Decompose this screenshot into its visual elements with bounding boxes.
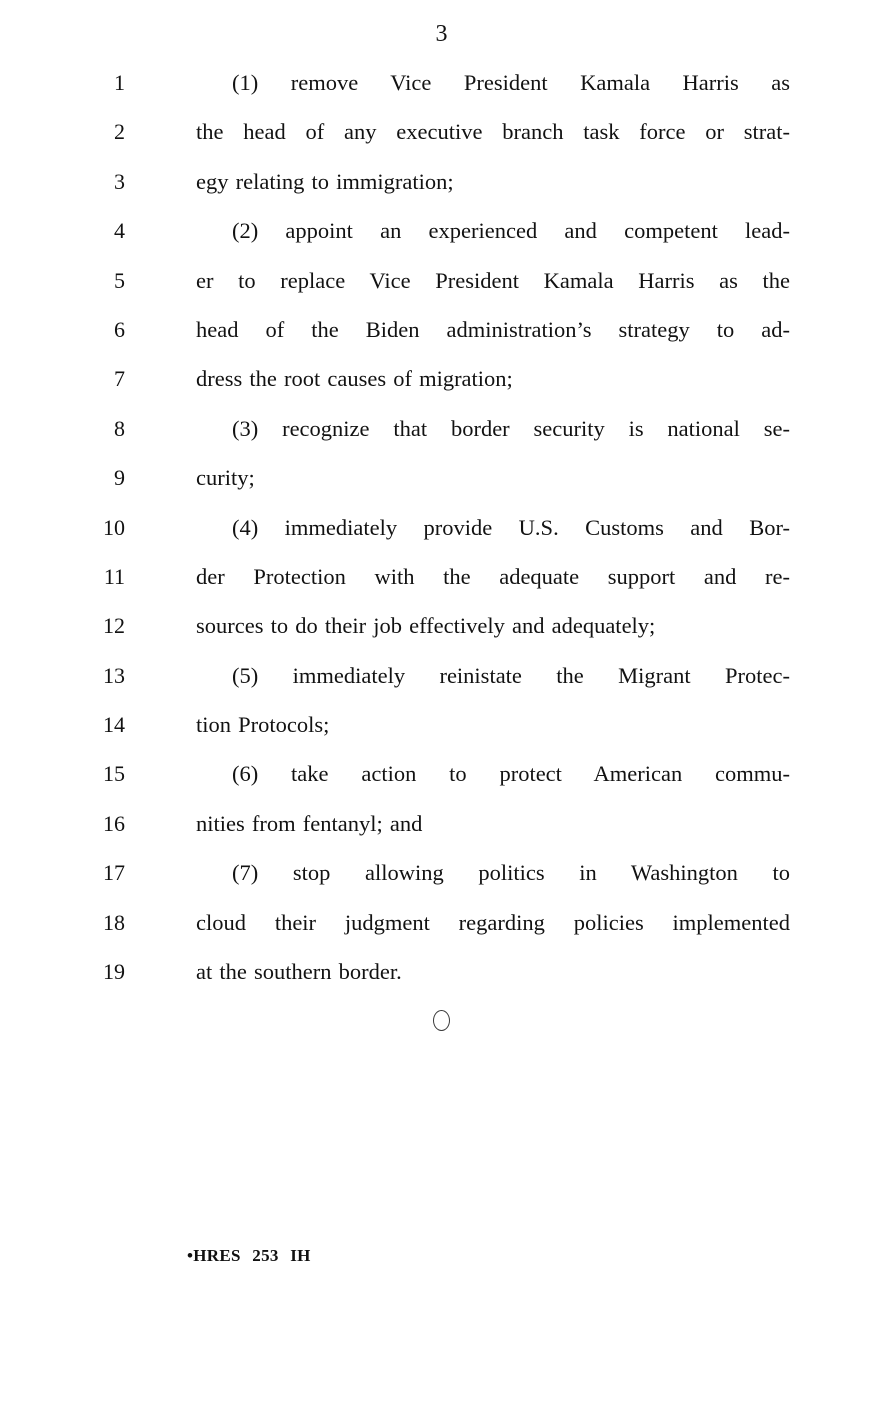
line-number: 10 xyxy=(103,514,125,540)
end-of-document xyxy=(0,1010,883,1036)
line-text: (3) recognize that border security is national se- xyxy=(232,415,790,441)
line-number: 16 xyxy=(103,810,125,836)
line-number: 14 xyxy=(103,712,125,738)
document-line xyxy=(0,552,883,601)
end-of-document-circle-icon xyxy=(433,1010,450,1031)
line-text: er to replace Vice President Kamala Harris as the xyxy=(196,267,790,293)
document-line xyxy=(0,107,883,156)
line-number: 11 xyxy=(103,563,125,589)
line-text: (7) stop allowing politics in Washington to xyxy=(232,860,790,886)
line-number: 8 xyxy=(114,415,125,441)
document-line xyxy=(0,503,883,552)
line-number: 5 xyxy=(114,267,125,293)
line-number: 12 xyxy=(103,613,125,639)
document-line xyxy=(0,601,883,650)
line-number: 4 xyxy=(114,218,125,244)
line-text: at the southern border. xyxy=(196,959,402,985)
line-number: 2 xyxy=(114,119,125,145)
document-line xyxy=(0,651,883,700)
document-line xyxy=(0,305,883,354)
document-line xyxy=(0,700,883,749)
line-text: nities from fentanyl; and xyxy=(196,810,423,836)
line-number: 3 xyxy=(114,168,125,194)
line-number: 6 xyxy=(114,316,125,342)
document-line xyxy=(0,58,883,107)
document-line xyxy=(0,354,883,403)
document-line xyxy=(0,256,883,305)
line-text: the head of any executive branch task force or strat- xyxy=(196,119,790,145)
line-number: 7 xyxy=(114,366,125,392)
document-line xyxy=(0,157,883,206)
document-footer: •HRES 253 IH xyxy=(187,1246,311,1265)
line-text: egy relating to immigration; xyxy=(196,168,454,194)
document-line xyxy=(0,453,883,502)
document-body xyxy=(0,58,883,996)
line-text: der Protection with the adequate support and re- xyxy=(196,563,790,589)
document-line xyxy=(0,404,883,453)
line-text: (5) immediately reinistate the Migrant Protec- xyxy=(232,662,790,688)
line-number: 18 xyxy=(103,909,125,935)
line-number: 17 xyxy=(103,860,125,886)
line-text: sources to do their job effectively and adequately; xyxy=(196,613,656,639)
document-line xyxy=(0,206,883,255)
document-line xyxy=(0,749,883,798)
document-line xyxy=(0,848,883,897)
line-text: (4) immediately provide U.S. Customs and Bor- xyxy=(232,514,790,540)
document-line xyxy=(0,947,883,996)
line-text: dress the root causes of migration; xyxy=(196,366,513,392)
document-line xyxy=(0,898,883,947)
line-text: (1) remove Vice President Kamala Harris as xyxy=(232,70,790,95)
line-number: 13 xyxy=(103,662,125,688)
line-text: tion Protocols; xyxy=(196,712,330,738)
line-text: cloud their judgment regarding policies implemented xyxy=(196,909,790,935)
line-number: 15 xyxy=(103,761,125,787)
line-number: 9 xyxy=(114,465,125,491)
line-number: 19 xyxy=(103,959,125,985)
page-number: 3 xyxy=(435,21,448,47)
line-number: 1 xyxy=(114,70,125,95)
line-text: curity; xyxy=(196,465,255,491)
line-text: (6) take action to protect American commu- xyxy=(232,761,790,787)
line-text: head of the Biden administration’s strategy to ad- xyxy=(196,316,790,342)
line-text: (2) appoint an experienced and competent lead- xyxy=(232,218,790,244)
document-line xyxy=(0,799,883,848)
